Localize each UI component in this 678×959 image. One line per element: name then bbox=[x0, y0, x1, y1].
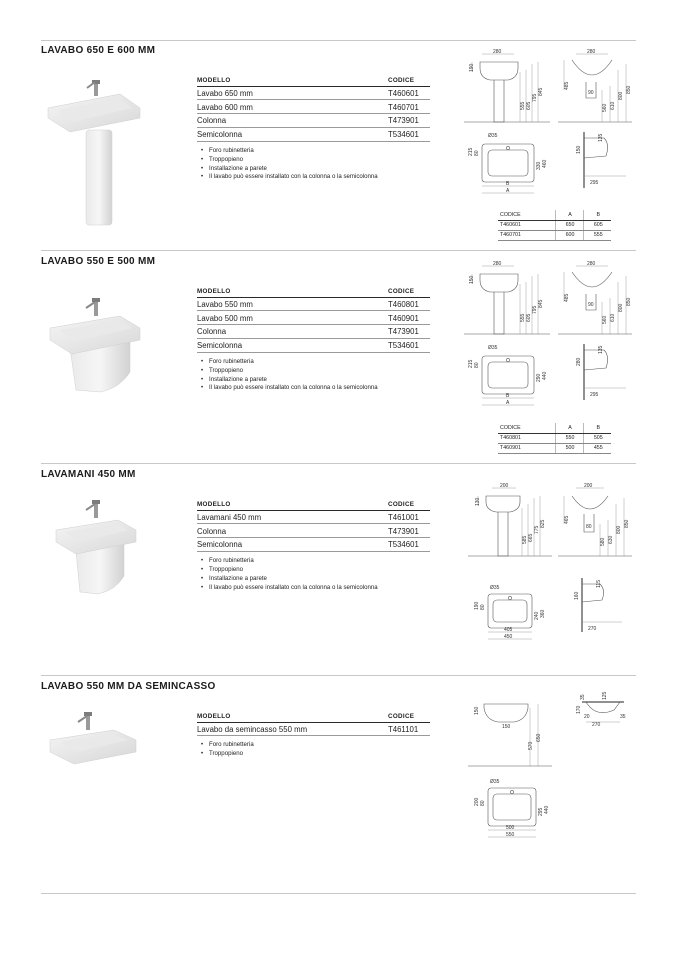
plan-view-drawing bbox=[462, 130, 552, 200]
code-cell: T534601 bbox=[388, 338, 430, 352]
dim-label: 90 bbox=[588, 302, 594, 308]
dim-label: A bbox=[506, 188, 510, 194]
model-header: MODELLO bbox=[197, 75, 388, 86]
model-cell: Lavabo 550 mm bbox=[197, 297, 388, 311]
model-cell: Semicolonna bbox=[197, 127, 388, 141]
dim-label: 800 bbox=[618, 303, 624, 312]
dim-label: 215 bbox=[468, 147, 474, 156]
section-title: LAVABO 550 E 500 MM bbox=[41, 256, 156, 267]
dimension-table-2 bbox=[498, 423, 611, 454]
spec-table-1 bbox=[197, 75, 430, 182]
code-cell: T460801 bbox=[388, 297, 430, 311]
feature-item: • Foro rubinetteria bbox=[197, 557, 430, 566]
code-cell: T473901 bbox=[388, 114, 430, 128]
dim-table-cell: 600 bbox=[555, 230, 583, 240]
dim-label: 150 bbox=[469, 275, 475, 284]
dim-table-header: B bbox=[583, 423, 611, 433]
dim-label: 290 bbox=[536, 373, 542, 382]
model-cell: Lavabo da semincasso 550 mm bbox=[197, 722, 388, 736]
code-cell: T534601 bbox=[388, 538, 430, 552]
dim-label: 330 bbox=[536, 161, 542, 170]
dim-label: 460 bbox=[542, 159, 548, 168]
dim-label: 800 bbox=[616, 525, 622, 534]
feature-item: • Troppopieno bbox=[197, 156, 430, 165]
code-cell: T460701 bbox=[388, 100, 430, 114]
dim-label: 125 bbox=[602, 691, 608, 700]
table-row bbox=[197, 325, 430, 339]
model-cell: Lavabo 600 mm bbox=[197, 100, 388, 114]
dim-label: 280 bbox=[587, 261, 596, 267]
dim-label: 630 bbox=[608, 535, 614, 544]
model-header: MODELLO bbox=[197, 499, 388, 510]
dim-label: 170 bbox=[576, 705, 582, 714]
dim-label: 200 bbox=[474, 797, 480, 806]
feature-item: • Foro rubinetteria bbox=[197, 147, 430, 156]
dim-label: 405 bbox=[504, 627, 513, 633]
dim-label: 775 bbox=[534, 525, 540, 534]
table-row bbox=[498, 220, 611, 230]
front-view-drawing bbox=[466, 484, 556, 564]
dim-label: 90 bbox=[588, 90, 594, 96]
code-cell: T473901 bbox=[388, 524, 430, 538]
feature-item: • Troppopieno bbox=[197, 367, 430, 376]
feature-item: • Il lavabo può essere installato con la colonna o la semicolonna bbox=[197, 584, 430, 593]
model-cell: Semicolonna bbox=[197, 338, 388, 352]
dim-label: 610 bbox=[610, 313, 616, 322]
dim-label: 240 bbox=[534, 611, 540, 620]
dim-table-header: A bbox=[555, 423, 583, 433]
table-row bbox=[498, 443, 611, 453]
dim-label: Ø35 bbox=[490, 585, 500, 591]
table-row bbox=[197, 86, 430, 100]
model-cell: Colonna bbox=[197, 524, 388, 538]
dim-table-cell: T460701 bbox=[498, 230, 555, 240]
dim-table-cell: T460801 bbox=[498, 433, 555, 443]
table-row bbox=[197, 127, 430, 141]
dim-label: 280 bbox=[493, 49, 502, 55]
dim-table-cell: 555 bbox=[583, 230, 611, 240]
plan-view-drawing bbox=[466, 776, 556, 842]
feature-item: • Installazione a parete bbox=[197, 165, 430, 174]
dim-label: 550 bbox=[506, 832, 515, 838]
feature-list bbox=[197, 358, 430, 394]
dim-label: 80 bbox=[480, 800, 486, 806]
dim-label: 555 bbox=[520, 313, 526, 322]
dim-label: 35 bbox=[620, 714, 626, 720]
section-title: LAVABO 650 E 600 MM bbox=[41, 45, 156, 56]
dim-label: 280 bbox=[576, 357, 582, 366]
section-title: LAVAMANI 450 MM bbox=[41, 469, 136, 480]
dim-label: 850 bbox=[626, 297, 632, 306]
dim-label: 555 bbox=[520, 101, 526, 110]
dim-label: 845 bbox=[538, 87, 544, 96]
table-row bbox=[197, 297, 430, 311]
dim-label: 360 bbox=[540, 609, 546, 618]
code-cell: T460601 bbox=[388, 86, 430, 100]
handbasin-with-semipedestal-image bbox=[40, 496, 150, 596]
table-row bbox=[498, 230, 611, 240]
table-row bbox=[197, 538, 430, 552]
profile-view-drawing bbox=[564, 342, 634, 412]
model-cell: Lavabo 650 mm bbox=[197, 86, 388, 100]
feature-item: • Il lavabo può essere installato con la colonna o la semicolonna bbox=[197, 384, 430, 393]
dim-label: 270 bbox=[592, 722, 601, 728]
feature-item: • Troppopieno bbox=[197, 750, 430, 759]
dim-label: 500 bbox=[506, 825, 515, 831]
dim-label: 465 bbox=[564, 515, 570, 524]
code-header: CODICE bbox=[388, 711, 430, 722]
feature-item: • Il lavabo può essere installato con la colonna o la semicolonna bbox=[197, 173, 430, 182]
dim-label: 80 bbox=[474, 362, 480, 368]
section-title: LAVABO 550 MM DA SEMINCASSO bbox=[41, 681, 216, 692]
dim-label: 295 bbox=[590, 180, 599, 186]
top-divider bbox=[41, 40, 636, 41]
feature-list bbox=[197, 741, 430, 759]
spec-table-3 bbox=[197, 499, 430, 593]
dim-label: 850 bbox=[626, 85, 632, 94]
dim-label: 115 bbox=[596, 580, 602, 588]
model-cell: Colonna bbox=[197, 325, 388, 339]
dim-label: 800 bbox=[618, 91, 624, 100]
feature-list bbox=[197, 147, 430, 183]
dim-label: 190 bbox=[474, 601, 480, 610]
dim-label: 440 bbox=[542, 371, 548, 380]
dim-label: 150 bbox=[502, 724, 511, 730]
profile-view-drawing bbox=[564, 130, 634, 200]
model-cell: Lavabo 500 mm bbox=[197, 311, 388, 325]
dim-label: 450 bbox=[504, 634, 513, 640]
dim-label: Ø35 bbox=[488, 345, 498, 351]
dim-label: 650 bbox=[536, 733, 542, 742]
dim-table-header: A bbox=[555, 210, 583, 220]
table-row bbox=[197, 338, 430, 352]
dim-label: B bbox=[506, 393, 510, 399]
dim-label: 610 bbox=[610, 101, 616, 110]
dim-label: A bbox=[506, 400, 510, 406]
plan-view-drawing bbox=[466, 582, 556, 644]
dim-label: 160 bbox=[574, 591, 580, 600]
dim-label: 80 bbox=[586, 524, 592, 530]
code-cell: T461001 bbox=[388, 510, 430, 524]
dim-label: 845 bbox=[538, 299, 544, 308]
code-cell: T473901 bbox=[388, 325, 430, 339]
code-header: CODICE bbox=[388, 75, 430, 86]
dim-label: 280 bbox=[493, 261, 502, 267]
dim-label: 605 bbox=[526, 313, 532, 322]
dim-label: 795 bbox=[532, 93, 538, 102]
code-header: CODICE bbox=[388, 286, 430, 297]
dim-label: 825 bbox=[540, 519, 546, 528]
dim-label: 215 bbox=[468, 359, 474, 368]
table-row bbox=[197, 114, 430, 128]
front-view-drawing bbox=[466, 694, 556, 774]
dim-label: 200 bbox=[500, 483, 509, 489]
dim-label: 295 bbox=[538, 807, 544, 816]
dim-label: 560 bbox=[602, 103, 608, 112]
dim-label: B bbox=[506, 181, 510, 187]
code-header: CODICE bbox=[388, 499, 430, 510]
dim-table-header: CODICE bbox=[498, 210, 555, 220]
dimension-table-1 bbox=[498, 210, 611, 241]
dim-label: 485 bbox=[564, 293, 570, 302]
dim-table-header: B bbox=[583, 210, 611, 220]
dim-label: Ø35 bbox=[488, 133, 498, 139]
profile-view-drawing bbox=[564, 576, 634, 636]
dim-label: 135 bbox=[598, 133, 604, 142]
feature-item: • Foro rubinetteria bbox=[197, 741, 430, 750]
section-divider bbox=[41, 675, 636, 676]
feature-list bbox=[197, 557, 430, 593]
dim-label: 130 bbox=[475, 497, 481, 506]
model-cell: Colonna bbox=[197, 114, 388, 128]
dim-table-cell: 505 bbox=[583, 433, 611, 443]
table-row bbox=[498, 433, 611, 443]
front-view-drawing bbox=[462, 50, 552, 130]
dim-table-header: CODICE bbox=[498, 423, 555, 433]
dim-label: 585 bbox=[522, 535, 528, 544]
dim-label: 80 bbox=[474, 150, 480, 156]
dim-table-cell: T460601 bbox=[498, 220, 555, 230]
section-divider bbox=[41, 463, 636, 464]
side-view-drawing bbox=[556, 484, 636, 564]
dim-label: 280 bbox=[587, 49, 596, 55]
side-view-drawing bbox=[556, 262, 636, 342]
code-cell: T460901 bbox=[388, 311, 430, 325]
side-section-drawing bbox=[566, 688, 636, 728]
dim-label: 850 bbox=[624, 519, 630, 528]
side-view-drawing bbox=[556, 50, 636, 130]
section-divider bbox=[41, 250, 636, 251]
dim-table-cell: 605 bbox=[583, 220, 611, 230]
table-row bbox=[197, 510, 430, 524]
dim-label: 485 bbox=[564, 81, 570, 90]
table-row bbox=[197, 524, 430, 538]
model-cell: Semicolonna bbox=[197, 538, 388, 552]
dim-table-cell: 550 bbox=[555, 433, 583, 443]
feature-item: • Foro rubinetteria bbox=[197, 358, 430, 367]
dim-table-cell: 500 bbox=[555, 443, 583, 453]
dim-label: 200 bbox=[584, 483, 593, 489]
model-header: MODELLO bbox=[197, 711, 388, 722]
code-cell: T534601 bbox=[388, 127, 430, 141]
dim-label: 20 bbox=[584, 714, 590, 720]
dim-label: Ø35 bbox=[490, 779, 500, 785]
table-row bbox=[197, 311, 430, 325]
dim-label: 270 bbox=[588, 626, 597, 632]
table-row bbox=[197, 100, 430, 114]
dim-label: 135 bbox=[598, 345, 604, 354]
bottom-divider bbox=[41, 893, 636, 894]
dim-label: 150 bbox=[474, 706, 480, 715]
washbasin-with-pedestal-image bbox=[40, 70, 150, 230]
dim-table-cell: 650 bbox=[555, 220, 583, 230]
model-cell: Lavamani 450 mm bbox=[197, 510, 388, 524]
dim-label: 295 bbox=[590, 392, 599, 398]
dim-label: 80 bbox=[480, 604, 486, 610]
dim-label: 795 bbox=[532, 305, 538, 314]
plan-view-drawing bbox=[462, 342, 552, 412]
feature-item: • Installazione a parete bbox=[197, 376, 430, 385]
code-cell: T461101 bbox=[388, 722, 430, 736]
feature-item: • Installazione a parete bbox=[197, 575, 430, 584]
dim-label: 35 bbox=[580, 694, 586, 700]
dim-label: 150 bbox=[576, 145, 582, 154]
dim-table-cell: T460901 bbox=[498, 443, 555, 453]
washbasin-with-semipedestal-image bbox=[40, 290, 150, 400]
front-view-drawing bbox=[462, 262, 552, 342]
dim-label: 570 bbox=[528, 741, 534, 750]
dim-label: 605 bbox=[526, 101, 532, 110]
spec-table-2 bbox=[197, 286, 430, 393]
model-header: MODELLO bbox=[197, 286, 388, 297]
dim-label: 440 bbox=[544, 805, 550, 814]
dim-label: 665 bbox=[528, 533, 534, 542]
feature-item: • Troppopieno bbox=[197, 566, 430, 575]
dim-label: 580 bbox=[600, 537, 606, 546]
spec-table-4 bbox=[197, 711, 430, 759]
dim-label: 560 bbox=[602, 315, 608, 324]
semi-recessed-basin-image bbox=[40, 712, 150, 772]
dim-table-cell: 455 bbox=[583, 443, 611, 453]
dim-label: 190 bbox=[469, 63, 475, 72]
table-row bbox=[197, 722, 430, 736]
